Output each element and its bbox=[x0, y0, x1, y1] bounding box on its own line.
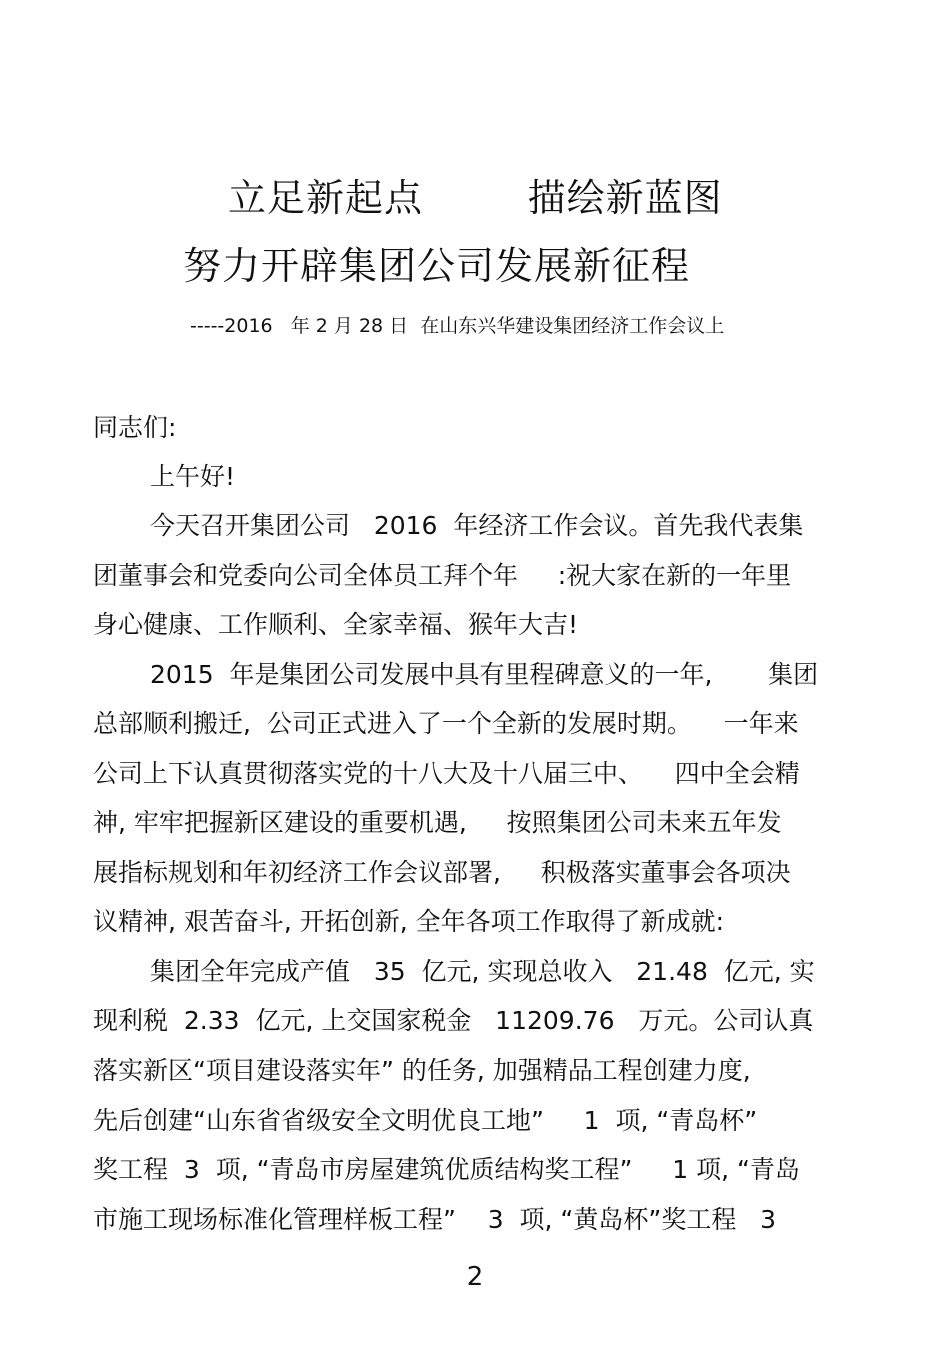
body-line: 集团全年完成产值 35 亿元, 实现总收入 21.48 亿元, 实 bbox=[150, 957, 815, 986]
body-line: 议精神, 艰苦奋斗, 开拓创新, 全年各项工作取得了新成就: bbox=[93, 907, 725, 936]
body-line: 团董事会和党委向公司全体员工拜个年 :祝大家在新的一年里 bbox=[93, 561, 792, 590]
salutation: 同志们: bbox=[93, 413, 177, 442]
body-line: 今天召开集团公司 2016 年经济工作会议。首先我代表集 bbox=[150, 511, 804, 540]
body-line: 奖工程 3 项, “青岛市房屋建筑优质结构奖工程” 1 项, “青岛 bbox=[93, 1155, 800, 1184]
subtitle: -----2016 年 2 月 28 日 在山东兴华建设集团经济工作会议上 bbox=[190, 315, 725, 337]
title-line-1: 立足新起点 描绘新蓝图 bbox=[228, 176, 723, 220]
body-line: 公司上下认真贯彻落实党的十八大及十八届三中、 四中全会精 bbox=[93, 759, 800, 788]
body-line: 2015 年是集团公司发展中具有里程碑意义的一年, 集团 bbox=[150, 660, 819, 689]
page-number: 2 bbox=[466, 1262, 484, 1292]
body-line: 现利税 2.33 亿元, 上交国家税金 11209.76 万元。公司认真 bbox=[93, 1006, 814, 1035]
body-line: 神, 牢牢把握新区建设的重要机遇, 按照集团公司未来五年发 bbox=[93, 808, 782, 837]
greeting: 上午好! bbox=[150, 462, 236, 491]
body-line: 先后创建“山东省省级安全文明优良工地” 1 项, “青岛杯” bbox=[93, 1106, 758, 1135]
body-line: 落实新区“项目建设落实年” 的任务, 加强精品工程创建力度, bbox=[93, 1056, 751, 1085]
body-line: 身心健康、工作顺利、全家幸福、猴年大吉! bbox=[93, 610, 579, 639]
title-line-2: 努力开辟集团公司发展新征程 bbox=[183, 244, 691, 288]
body-line: 市施工现场标准化管理样板工程” 3 项, “黄岛杯”奖工程 3 bbox=[93, 1205, 777, 1234]
body-line: 总部顺利搬迁, 公司正式进入了一个全新的发展时期。 一年来 bbox=[93, 709, 799, 738]
body-line: 展指标规划和年初经济工作会议部署, 积极落实董事会各项决 bbox=[93, 858, 791, 887]
